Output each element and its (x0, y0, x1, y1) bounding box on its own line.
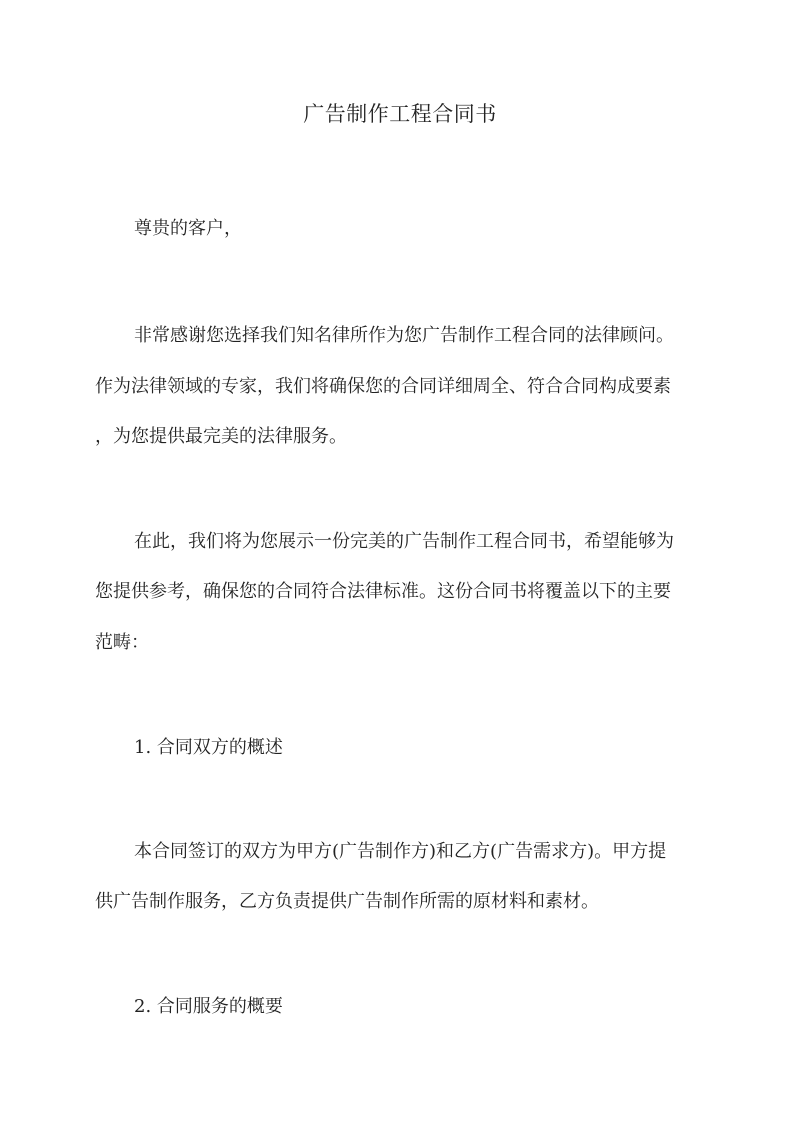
paragraph-3-line-1: 本合同签订的双方为甲方(广告制作方)和乙方(广告需求方)。甲方提 (134, 841, 667, 862)
paragraph-2-line-3: 范畴： (95, 632, 149, 653)
paragraph-1-line-1: 非常感谢您选择我们知名律所作为您广告制作工程合同的法律顾问。 (134, 325, 674, 346)
section-1-heading: 1. 合同双方的概述 (134, 737, 283, 758)
paragraph-2-line-2: 您提供参考，确保您的合同符合法律标准。这份合同书将覆盖以下的主要 (95, 581, 671, 602)
paragraph-1-line-2: 作为法律领域的专家，我们将确保您的合同详细周全、符合合同构成要素 (95, 376, 671, 397)
paragraph-3-line-2: 供广告制作服务，乙方负责提供广告制作所需的原材料和素材。 (95, 891, 599, 912)
paragraph-1-line-3: ，为您提供最完美的法律服务。 (95, 426, 347, 447)
greeting: 尊贵的客户， (134, 218, 242, 239)
section-2-heading: 2. 合同服务的概要 (134, 996, 283, 1017)
paragraph-2-line-1: 在此，我们将为您展示一份完美的广告制作工程合同书，希望能够为 (134, 531, 674, 552)
document-title: 广告制作工程合同书 (303, 102, 497, 126)
